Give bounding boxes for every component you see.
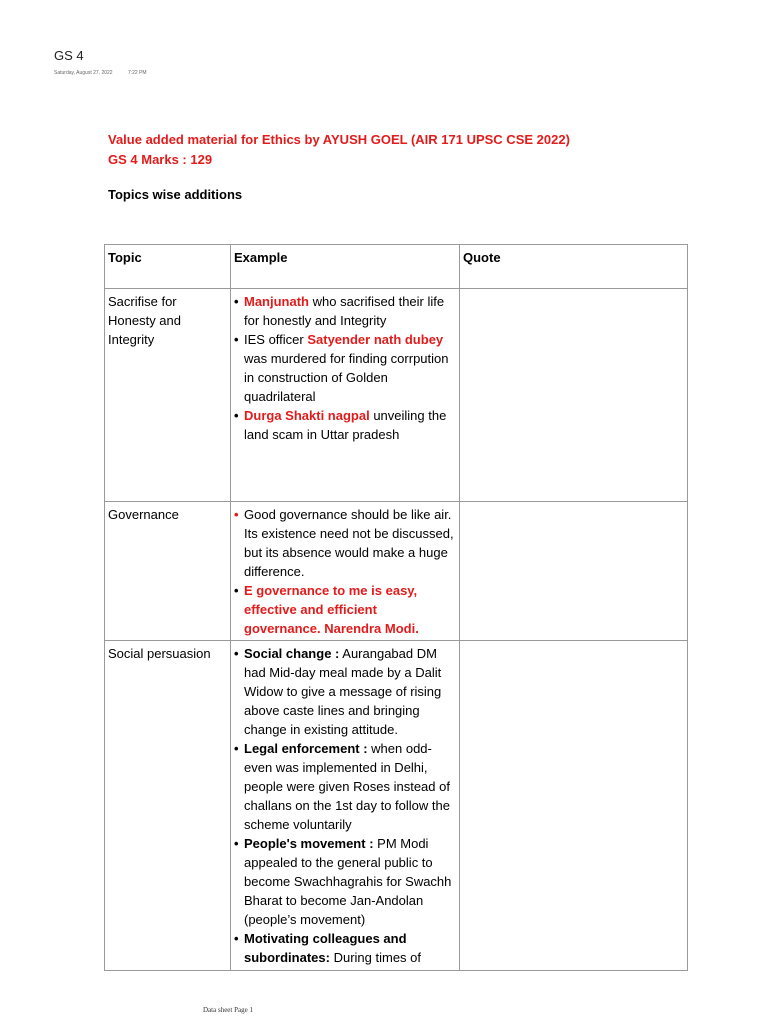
list-item: • Motivating colleagues and subordinates: During times of <box>234 929 456 967</box>
example-cell <box>231 289 460 502</box>
table-row <box>105 641 688 971</box>
list-item: • Social change : Aurangabad DM had Mid-day meal made by a Dalit Widow to give a message of rising above caste lines and bringing change in existing attitude. <box>234 644 456 739</box>
person-name: Durga Shakti nagpal <box>244 408 370 423</box>
list-item: • Durga Shakti nagpal unveiling the land scam in Uttar pradesh <box>234 406 456 444</box>
heading-line-1: Value added material for Ethics by AYUSH GOEL (AIR 171 UPSC CSE 2022) <box>108 132 570 147</box>
quote-cell <box>460 502 688 641</box>
topics-table <box>104 244 688 971</box>
table-header-row <box>105 245 688 289</box>
topic-cell: Sacrifise for Honesty and Integrity <box>105 289 231 502</box>
quote-cell <box>460 641 688 971</box>
example-cell <box>231 641 460 971</box>
list-item: • Good governance should be like air. Its existence need not be discussed, but its absence would make a huge difference. <box>234 505 456 581</box>
topic-cell: Governance <box>105 502 231 641</box>
page-timestamp <box>54 70 161 76</box>
page-title: GS 4 <box>54 48 84 63</box>
section-subheading: Topics wise additions <box>108 187 243 202</box>
topic-cell: Social persuasion <box>105 641 231 971</box>
person-name: Manjunath <box>244 294 309 309</box>
header-quote: Quote <box>460 245 688 289</box>
page-footer: Data sheet Page 1 <box>203 1006 253 1014</box>
person-name: Satyender nath dubey <box>307 332 444 347</box>
document-heading <box>108 130 570 170</box>
table-row <box>105 289 688 502</box>
page-date: Saturday, August 27, 2022 <box>54 70 113 76</box>
list-item: • Manjunath who sacrifised their life for honestly and Integrity <box>234 292 456 330</box>
page-time: 7:22 PM <box>127 70 147 76</box>
quote-cell <box>460 289 688 502</box>
header-topic: Topic <box>105 245 231 289</box>
list-item: • People's movement : PM Modi appealed to the general public to become Swachhagrahis for Swachh Bharat to become Jan-Andolan (people’s movement) <box>234 834 456 929</box>
table-row <box>105 502 688 641</box>
header-example: Example <box>231 245 460 289</box>
heading-line-2: GS 4 Marks : 129 <box>108 152 213 167</box>
list-item: • Legal enforcement : when odd-even was implemented in Delhi, people were given Roses instead of challans on the 1st day to follow the scheme voluntarily <box>234 739 456 834</box>
list-item: • E governance to me is easy, effective and efficient governance. Narendra Modi. <box>234 581 456 638</box>
example-cell <box>231 502 460 641</box>
list-item: • IES officer Satyender nath dubey was murdered for finding corrpution in construction of Golden quadrilateral <box>234 330 456 406</box>
